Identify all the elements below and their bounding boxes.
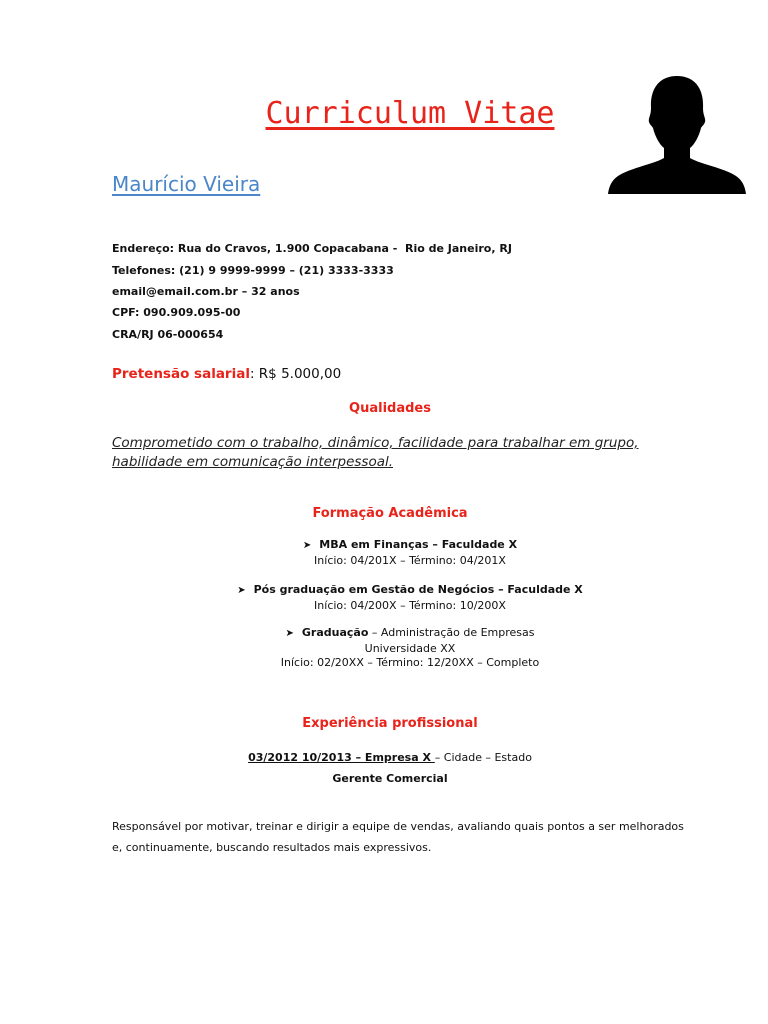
education-detail: – Administração de Empresas <box>368 626 535 639</box>
bullet-arrow-icon: ➤ <box>302 540 312 551</box>
experience-period <box>0 751 768 764</box>
experience-location: – Cidade – Estado <box>434 751 532 764</box>
education-dates: Início: 04/201X – Término: 04/201X <box>314 553 506 567</box>
salary-expectation <box>112 366 341 382</box>
education-item <box>0 583 768 613</box>
education-title: Graduação <box>301 626 369 639</box>
candidate-name: Maurício Vieira <box>112 172 261 196</box>
education-item <box>0 626 768 671</box>
contact-address: Endereço: Rua do Cravos, 1.900 Copacabana - Rio de Janeiro, RJ <box>112 242 512 255</box>
contact-phones: Telefones: (21) 9 9999-9999 – (21) 3333-3333 <box>112 264 394 277</box>
education-heading: Formação Acadêmica <box>312 506 468 521</box>
education-institution: Universidade XX <box>364 641 456 655</box>
experience-role: Gerente Comercial <box>332 772 448 785</box>
experience-description: Responsável por motivar, treinar e dirigir a equipe de vendas, avaliando quais pontos a ser melhorados e, continuamente, buscando resultados mais expressivos. <box>112 820 684 854</box>
education-dates: Início: 02/20XX – Término: 12/20XX – Completo <box>280 656 540 669</box>
experience-period-company: 03/2012 10/2013 – Empresa X <box>248 751 435 764</box>
person-silhouette-icon <box>604 72 750 194</box>
salary-separator: : <box>249 366 255 382</box>
education-title: Pós graduação em Gestão de Negócios – Faculdade X <box>253 583 583 596</box>
education-item <box>0 538 768 568</box>
salary-value: R$ 5.000,00 <box>254 366 342 382</box>
education-title: MBA em Finanças – Faculdade X <box>319 538 518 551</box>
qualities-heading: Qualidades <box>349 401 431 416</box>
qualities-text: Comprometido com o trabalho, dinâmico, facilidade para trabalhar em grupo, habilidade em comunicação interpessoal. <box>112 435 639 470</box>
experience-heading: Experiência profissional <box>302 716 478 731</box>
bullet-arrow-icon: ➤ <box>237 585 246 596</box>
bullet-arrow-icon: ➤ <box>285 628 294 639</box>
contact-cpf: CPF: 090.909.095-00 <box>112 306 241 319</box>
document-title: Curriculum Vitae <box>265 96 555 131</box>
contact-email-age: email@email.com.br – 32 anos <box>112 285 300 298</box>
salary-label: Pretensão salarial <box>112 366 250 382</box>
contact-cra: CRA/RJ 06-000654 <box>112 328 224 341</box>
education-dates: Início: 04/200X – Término: 10/200X <box>314 598 506 612</box>
